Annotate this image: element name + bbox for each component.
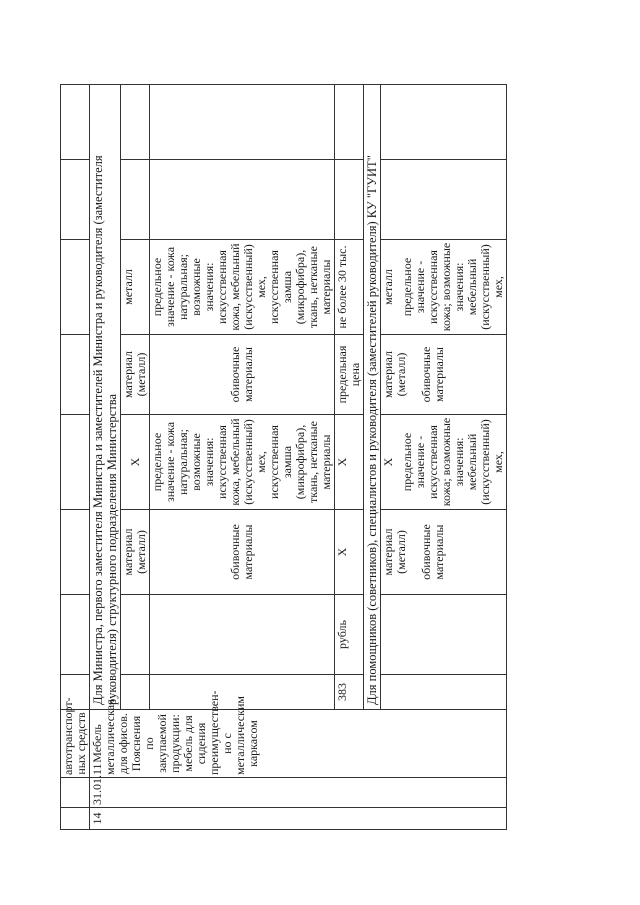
group-header-assistants: Для помощников (советников), специалистов и руководителя (заместителей руководителя) КУ "ГУИТ" [364, 85, 381, 710]
table-row [61, 85, 90, 830]
char-material: материал (металл) [121, 335, 150, 415]
value-upholstery: предельное значение - кожа натуральная; возможные значения: искусственная кожа, мебельный (искусственный) мех, искусственная замша (микрофибра), ткань, нетканые материалы [150, 240, 335, 335]
okei-code: 383 [335, 675, 364, 710]
char-upholstery: обивочные материалы [419, 346, 446, 403]
char-material: материал (металл) [381, 528, 408, 576]
char-upholstery: обивочные материалы [150, 510, 335, 595]
prev-row-tail: автотранспортных средств [61, 710, 90, 778]
x-mark: Х [121, 415, 150, 510]
unit: рубль [335, 595, 364, 675]
char-upholstery: обивочные материалы [150, 335, 335, 415]
char-upholstery: обивочные материалы [419, 524, 446, 580]
requirements-table [60, 84, 507, 830]
rotated-table-page [60, 85, 620, 830]
value-upholstery: предельное значение - искусственная кожа; возможные значения: мебельный (искусственный) мех, [400, 417, 505, 507]
okpd-code: 31.01.11 [90, 778, 507, 808]
row-number: 14 [90, 808, 507, 830]
x-mark: Х [381, 457, 395, 467]
char-price: предельная цена [335, 335, 364, 415]
x-mark: Х [335, 415, 364, 510]
item-name: Мебель металлическая для офисов. Пояснения по закупаемой продукции: мебель для сидения преимущественно с металлическим каркасом [90, 710, 507, 778]
table-row [90, 85, 121, 830]
group-header-minister: Для Министра, первого заместителя Министра и заместителей Министра и руководителя (заместителя руководителя) структурного подразделения Министерства [90, 85, 121, 710]
value-metal: металл [121, 240, 150, 335]
char-material: материал (металл) [121, 510, 150, 595]
value-metal: металл [381, 269, 395, 305]
x-mark: Х [335, 510, 364, 595]
value-price: не более 30 тыс. [335, 240, 364, 335]
value-upholstery: предельное значение - искусственная кожа; возможные значения: мебельный (искусственный) мех, [400, 242, 505, 332]
char-material: материал (металл) [381, 351, 408, 398]
value-upholstery: предельное значение - кожа натуральная; возможные значения: искусственная кожа, мебельный (искусственный) мех, искусственная замша (микрофибра), ткань, нетканые материалы [150, 415, 335, 510]
